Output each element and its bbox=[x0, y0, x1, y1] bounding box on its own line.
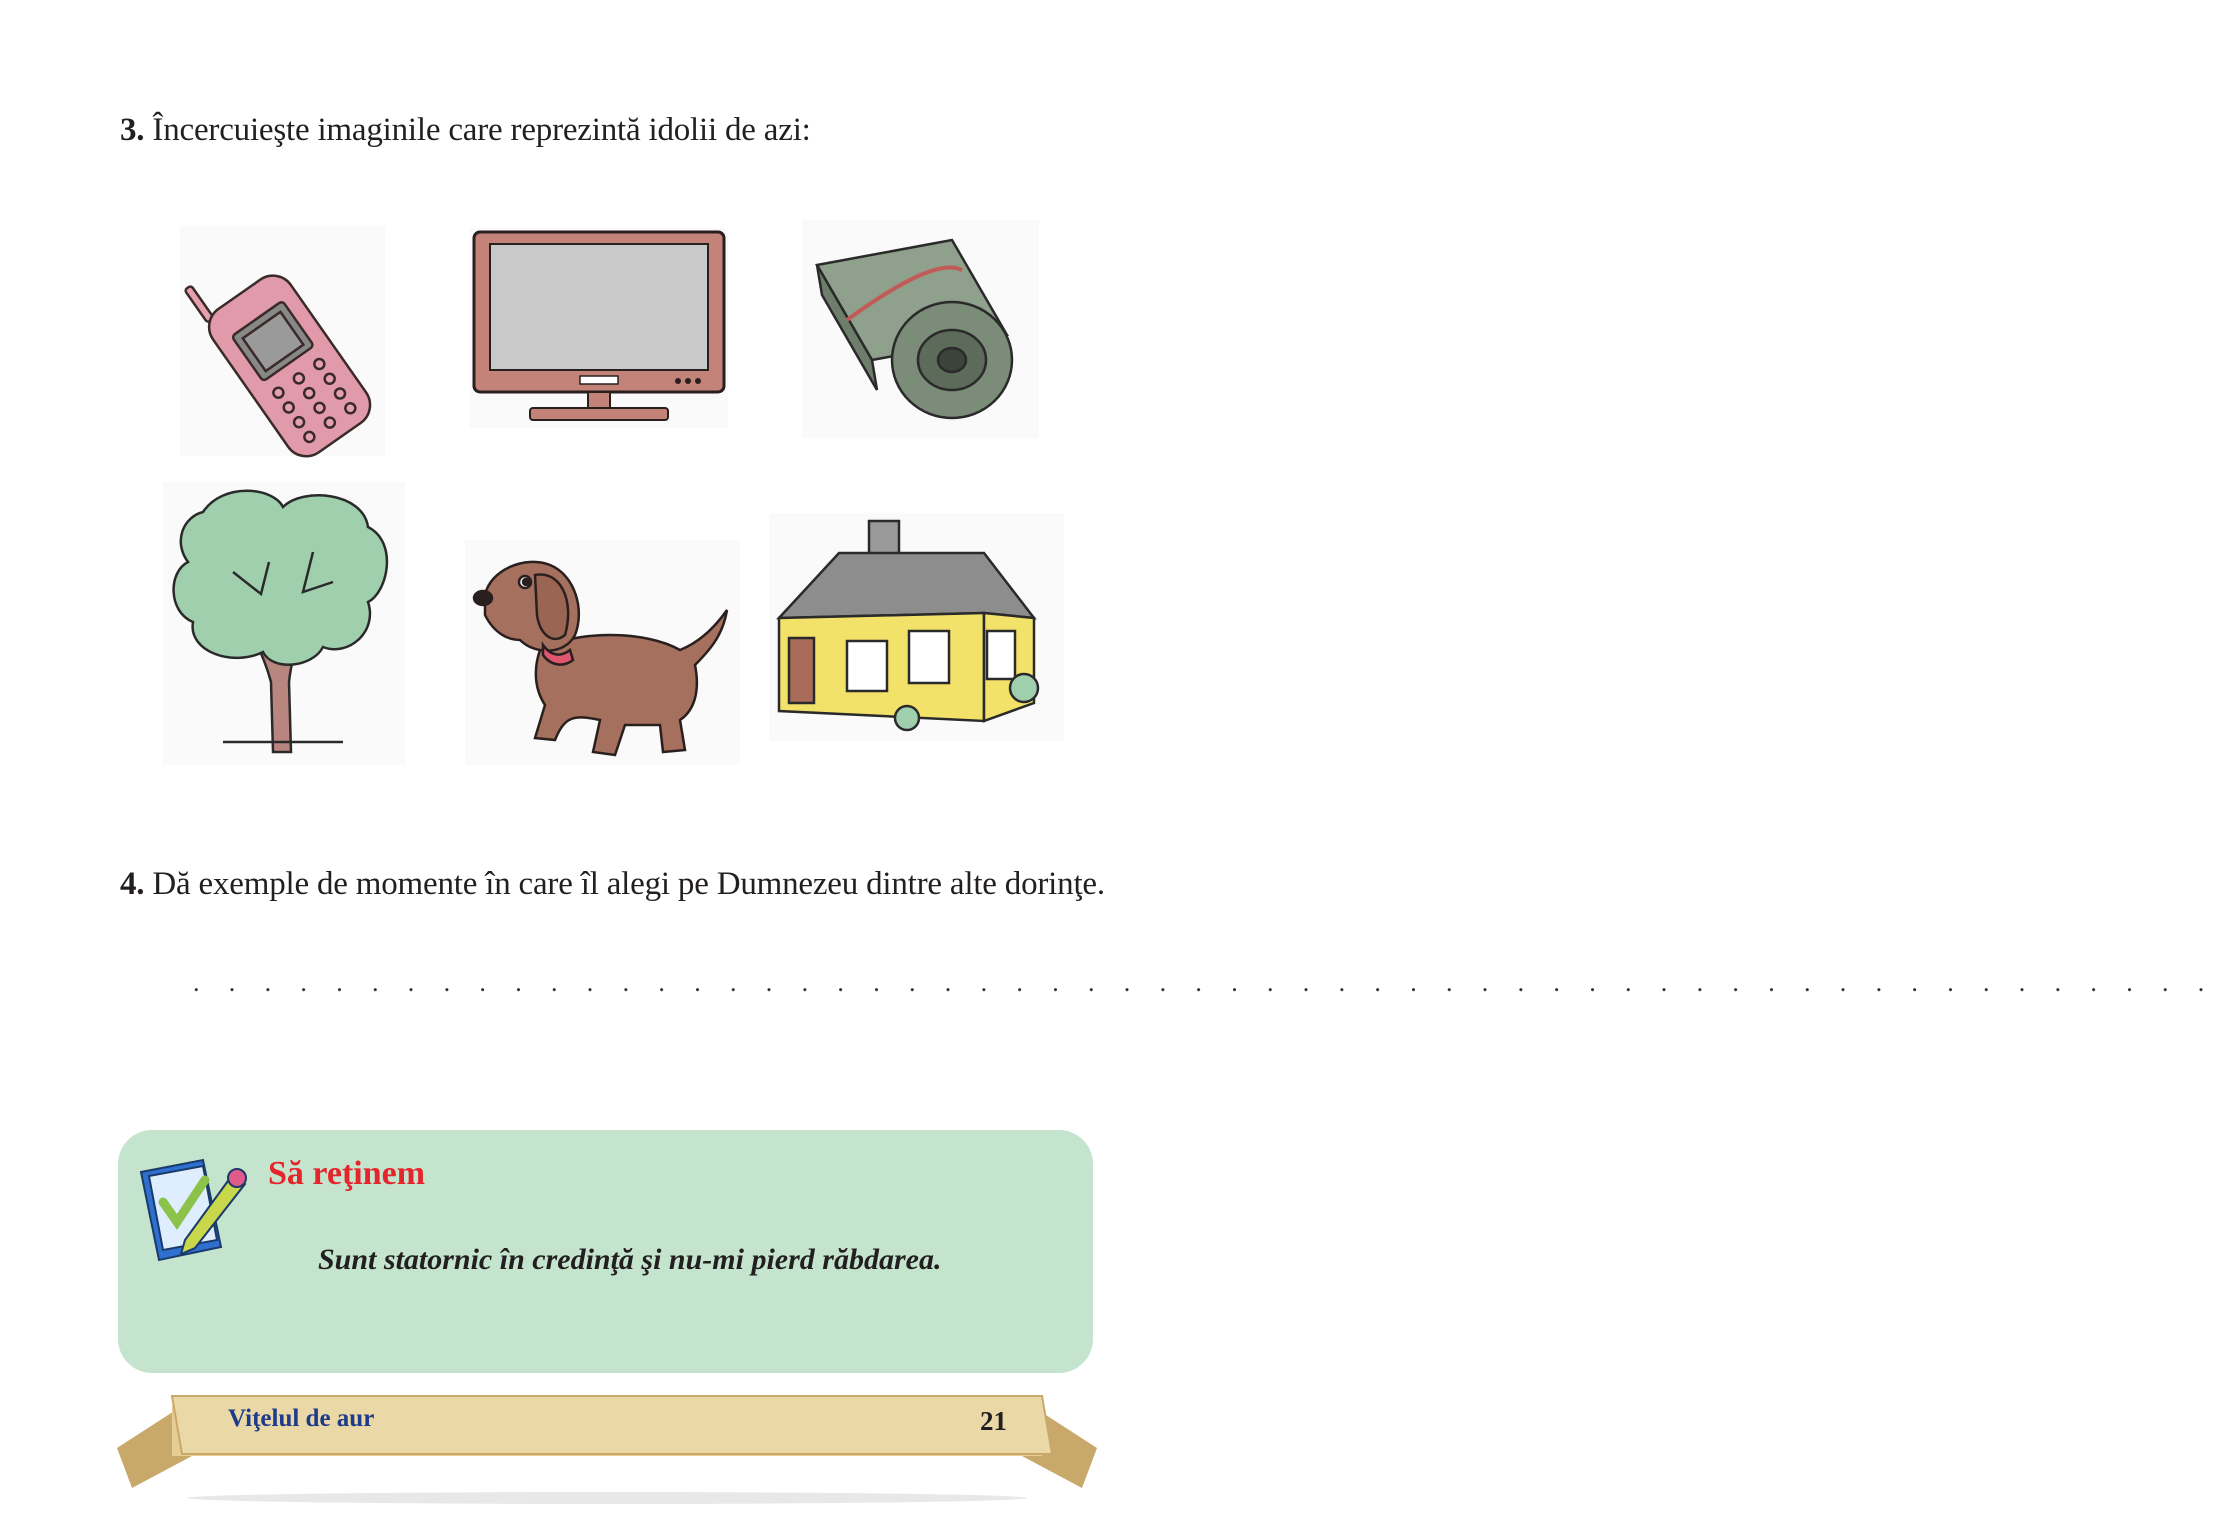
dog-icon bbox=[465, 540, 740, 765]
money-roll-icon bbox=[802, 220, 1039, 438]
answer-line[interactable]: . . . . . . . . . . . . . . . . . . . . . . . . . . . . . . . . . . . . . . . . . . . . . . . . . . . . . . . . . bbox=[193, 968, 2216, 997]
house-image[interactable] bbox=[769, 513, 1064, 741]
exercise-4-prompt bbox=[120, 866, 1105, 903]
money-roll-image[interactable] bbox=[802, 220, 1039, 438]
exercise-4-text: Dă exemple de momente în care îl alegi pe Dumnezeu dintre alte dorinţe. bbox=[152, 866, 1105, 902]
chapter-title: Viţelul de aur bbox=[228, 1405, 375, 1432]
notepad-check-icon bbox=[133, 1152, 253, 1267]
remember-title: Să reţinem bbox=[268, 1155, 426, 1192]
tree-image[interactable] bbox=[163, 482, 405, 765]
remember-text: Sunt statornic în credinţă şi nu-mi pierd răbdarea. bbox=[318, 1243, 942, 1276]
television-image[interactable] bbox=[470, 228, 728, 428]
exercise-3-number: 3. bbox=[120, 112, 145, 148]
dog-image[interactable] bbox=[465, 540, 740, 765]
page-number: 21 bbox=[980, 1406, 1007, 1436]
television-icon bbox=[470, 228, 728, 428]
exercise-4-number: 4. bbox=[120, 866, 145, 902]
phone-image[interactable] bbox=[180, 226, 385, 456]
house-icon bbox=[769, 513, 1064, 741]
tree-icon bbox=[163, 482, 405, 765]
phone-icon bbox=[180, 226, 385, 456]
exercise-3-text: Încercuieşte imaginile care reprezintă idolii de azi: bbox=[152, 112, 811, 148]
exercise-3-prompt bbox=[120, 112, 811, 149]
